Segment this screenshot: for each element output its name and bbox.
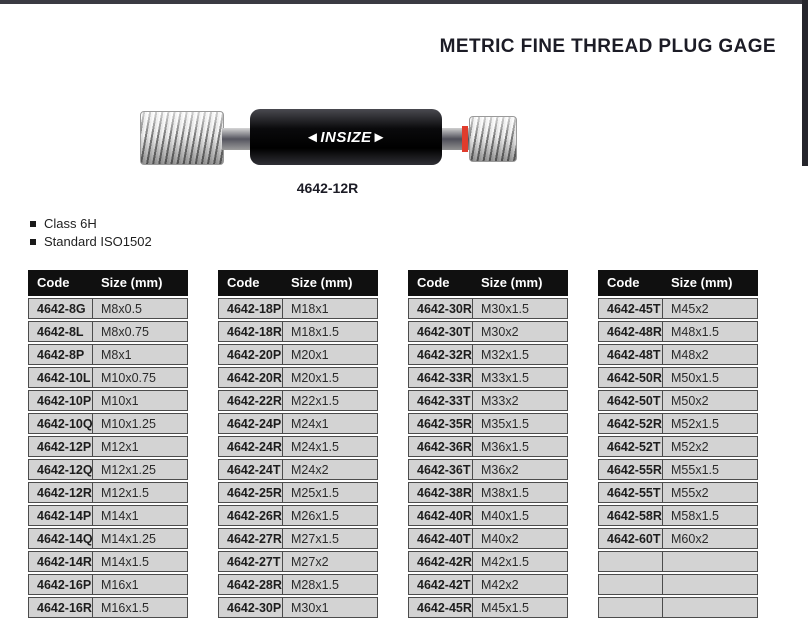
table-row [408, 344, 568, 365]
table-row [408, 528, 568, 549]
size-cell: M27x1.5 [282, 528, 378, 549]
code-cell [598, 597, 662, 618]
table-row [218, 528, 378, 549]
code-cell: 4642-36T [408, 459, 472, 480]
table-row [28, 436, 188, 457]
code-cell: 4642-58R [598, 505, 662, 526]
size-header: Size (mm) [662, 270, 758, 296]
size-cell: M18x1 [282, 298, 378, 319]
spec-label: Class 6H [44, 216, 97, 231]
size-cell: M42x1.5 [472, 551, 568, 572]
code-cell: 4642-8G [28, 298, 92, 319]
size-cell: M10x1 [92, 390, 188, 411]
table-header-row [218, 270, 378, 296]
size-table-3 [408, 268, 568, 620]
table-row [218, 505, 378, 526]
size-header: Size (mm) [92, 270, 188, 296]
code-cell: 4642-30P [218, 597, 282, 618]
code-cell: 4642-24R [218, 436, 282, 457]
code-cell: 4642-55T [598, 482, 662, 503]
code-header: Code [218, 270, 282, 296]
code-cell: 4642-55R [598, 459, 662, 480]
table-row [218, 482, 378, 503]
table-header-row [28, 270, 188, 296]
table-row [218, 459, 378, 480]
code-cell [598, 551, 662, 572]
table-row [408, 551, 568, 572]
table-row [408, 321, 568, 342]
code-cell: 4642-20P [218, 344, 282, 365]
table-row [408, 574, 568, 595]
size-cell: M18x1.5 [282, 321, 378, 342]
table-row [598, 597, 758, 618]
size-cell: M36x1.5 [472, 436, 568, 457]
table-row [28, 298, 188, 319]
table-row [598, 551, 758, 572]
code-cell: 4642-14R [28, 551, 92, 572]
size-cell: M52x2 [662, 436, 758, 457]
code-cell [598, 574, 662, 595]
table-row [408, 482, 568, 503]
table-header-row [598, 270, 758, 296]
code-cell: 4642-45T [598, 298, 662, 319]
page-title: METRIC FINE THREAD PLUG GAGE [439, 36, 776, 57]
table-row [408, 298, 568, 319]
table-row [218, 597, 378, 618]
size-cell: M48x2 [662, 344, 758, 365]
size-cell [662, 597, 758, 618]
code-cell: 4642-52R [598, 413, 662, 434]
size-cell: M48x1.5 [662, 321, 758, 342]
code-cell: 4642-36R [408, 436, 472, 457]
table-row [598, 505, 758, 526]
code-cell: 4642-33T [408, 390, 472, 411]
table-row [598, 413, 758, 434]
size-cell: M14x1.5 [92, 551, 188, 572]
table-row [28, 344, 188, 365]
code-cell: 4642-30R [408, 298, 472, 319]
spec-list [30, 216, 152, 252]
code-cell: 4642-16R [28, 597, 92, 618]
size-cell: M8x0.5 [92, 298, 188, 319]
model-caption: 4642-12R [296, 180, 359, 196]
size-cell: M60x2 [662, 528, 758, 549]
code-cell: 4642-12R [28, 482, 92, 503]
table-row [598, 482, 758, 503]
table-row [598, 528, 758, 549]
table-row [598, 298, 758, 319]
size-header: Size (mm) [282, 270, 378, 296]
table-row [408, 597, 568, 618]
table-row [598, 459, 758, 480]
table-row [28, 505, 188, 526]
table-row [598, 321, 758, 342]
size-cell: M40x1.5 [472, 505, 568, 526]
table-row [28, 459, 188, 480]
spec-item-standard [30, 234, 152, 249]
size-cell: M24x2 [282, 459, 378, 480]
code-cell: 4642-60T [598, 528, 662, 549]
size-cell: M20x1.5 [282, 367, 378, 388]
table-row [28, 597, 188, 618]
size-cell: M24x1 [282, 413, 378, 434]
table-row [218, 298, 378, 319]
table-row [218, 344, 378, 365]
table-row [28, 367, 188, 388]
table-row [28, 413, 188, 434]
code-header: Code [408, 270, 472, 296]
table-row [218, 413, 378, 434]
size-cell: M8x1 [92, 344, 188, 365]
plug-gage-image [140, 103, 515, 175]
brand-logo: ◄INSIZE► [304, 128, 388, 146]
table-row [218, 321, 378, 342]
table-row [598, 367, 758, 388]
size-cell: M14x1.25 [92, 528, 188, 549]
size-cell: M25x1.5 [282, 482, 378, 503]
size-cell: M10x1.25 [92, 413, 188, 434]
code-cell: 4642-42R [408, 551, 472, 572]
table-row [408, 436, 568, 457]
code-header: Code [598, 270, 662, 296]
table-row [218, 367, 378, 388]
size-header: Size (mm) [472, 270, 568, 296]
left-shaft [222, 128, 250, 150]
code-cell: 4642-38R [408, 482, 472, 503]
size-cell: M14x1 [92, 505, 188, 526]
table-row [28, 551, 188, 572]
table-row [28, 390, 188, 411]
right-edge-bar [802, 0, 808, 166]
spec-item-class [30, 216, 152, 231]
code-cell: 4642-20R [218, 367, 282, 388]
size-cell: M38x1.5 [472, 482, 568, 503]
code-cell: 4642-18R [218, 321, 282, 342]
size-cell: M55x1.5 [662, 459, 758, 480]
code-cell: 4642-42T [408, 574, 472, 595]
spec-label: Standard ISO1502 [44, 234, 152, 249]
size-cell: M28x1.5 [282, 574, 378, 595]
table-row [408, 505, 568, 526]
table-row [408, 413, 568, 434]
code-cell: 4642-18P [218, 298, 282, 319]
size-cell: M35x1.5 [472, 413, 568, 434]
table-row [28, 528, 188, 549]
code-cell: 4642-10P [28, 390, 92, 411]
code-cell: 4642-48R [598, 321, 662, 342]
code-cell: 4642-16P [28, 574, 92, 595]
size-cell: M33x2 [472, 390, 568, 411]
size-cell: M52x1.5 [662, 413, 758, 434]
table-row [28, 574, 188, 595]
size-cell: M32x1.5 [472, 344, 568, 365]
size-cell: M45x2 [662, 298, 758, 319]
size-cell: M20x1 [282, 344, 378, 365]
table-row [28, 482, 188, 503]
top-border-bar [0, 0, 808, 4]
code-cell: 4642-24P [218, 413, 282, 434]
size-cell: M8x0.75 [92, 321, 188, 342]
code-cell: 4642-27R [218, 528, 282, 549]
code-cell: 4642-40T [408, 528, 472, 549]
size-cell: M50x2 [662, 390, 758, 411]
size-cell: M30x1.5 [472, 298, 568, 319]
code-cell: 4642-8P [28, 344, 92, 365]
code-cell: 4642-33R [408, 367, 472, 388]
size-cell: M33x1.5 [472, 367, 568, 388]
size-cell: M10x0.75 [92, 367, 188, 388]
code-cell: 4642-10Q [28, 413, 92, 434]
table-row [598, 390, 758, 411]
table-row [28, 321, 188, 342]
size-cell: M16x1 [92, 574, 188, 595]
red-ring [462, 126, 468, 152]
square-bullet-icon [30, 221, 36, 227]
size-table-1 [28, 268, 188, 620]
table-row [408, 367, 568, 388]
size-cell: M12x1.25 [92, 459, 188, 480]
code-cell: 4642-14P [28, 505, 92, 526]
size-cell: M30x2 [472, 321, 568, 342]
size-cell: M45x1.5 [472, 597, 568, 618]
size-cell: M24x1.5 [282, 436, 378, 457]
code-cell: 4642-10L [28, 367, 92, 388]
code-cell: 4642-30T [408, 321, 472, 342]
table-row [598, 436, 758, 457]
code-cell: 4642-50T [598, 390, 662, 411]
table-header-row [408, 270, 568, 296]
table-row [598, 344, 758, 365]
code-cell: 4642-27T [218, 551, 282, 572]
size-cell: M50x1.5 [662, 367, 758, 388]
code-cell: 4642-32R [408, 344, 472, 365]
size-cell: M42x2 [472, 574, 568, 595]
code-cell: 4642-50R [598, 367, 662, 388]
size-cell [662, 574, 758, 595]
table-row [218, 574, 378, 595]
table-row [408, 459, 568, 480]
code-cell: 4642-52T [598, 436, 662, 457]
size-cell: M26x1.5 [282, 505, 378, 526]
table-row [218, 390, 378, 411]
size-cell: M27x2 [282, 551, 378, 572]
size-cell: M58x1.5 [662, 505, 758, 526]
gage-handle [250, 109, 442, 165]
square-bullet-icon [30, 239, 36, 245]
code-cell: 4642-28R [218, 574, 282, 595]
table-row [218, 551, 378, 572]
table-row [408, 390, 568, 411]
size-cell: M16x1.5 [92, 597, 188, 618]
size-cell: M55x2 [662, 482, 758, 503]
code-cell: 4642-48T [598, 344, 662, 365]
code-cell: 4642-8L [28, 321, 92, 342]
code-cell: 4642-26R [218, 505, 282, 526]
code-cell: 4642-12Q [28, 459, 92, 480]
size-cell: M12x1 [92, 436, 188, 457]
code-cell: 4642-22R [218, 390, 282, 411]
code-cell: 4642-25R [218, 482, 282, 503]
code-cell: 4642-35R [408, 413, 472, 434]
code-cell: 4642-45R [408, 597, 472, 618]
size-table-4 [598, 268, 758, 620]
size-table-2 [218, 268, 378, 620]
code-cell: 4642-24T [218, 459, 282, 480]
size-cell: M30x1 [282, 597, 378, 618]
size-cell: M36x2 [472, 459, 568, 480]
size-cell: M12x1.5 [92, 482, 188, 503]
code-cell: 4642-12P [28, 436, 92, 457]
table-row [218, 436, 378, 457]
left-thread-end [140, 111, 224, 165]
table-row [598, 574, 758, 595]
code-cell: 4642-14Q [28, 528, 92, 549]
size-cell: M22x1.5 [282, 390, 378, 411]
code-cell: 4642-40R [408, 505, 472, 526]
size-cell: M40x2 [472, 528, 568, 549]
size-cell [662, 551, 758, 572]
right-thread-end [469, 116, 517, 162]
size-tables [28, 268, 758, 620]
code-header: Code [28, 270, 92, 296]
